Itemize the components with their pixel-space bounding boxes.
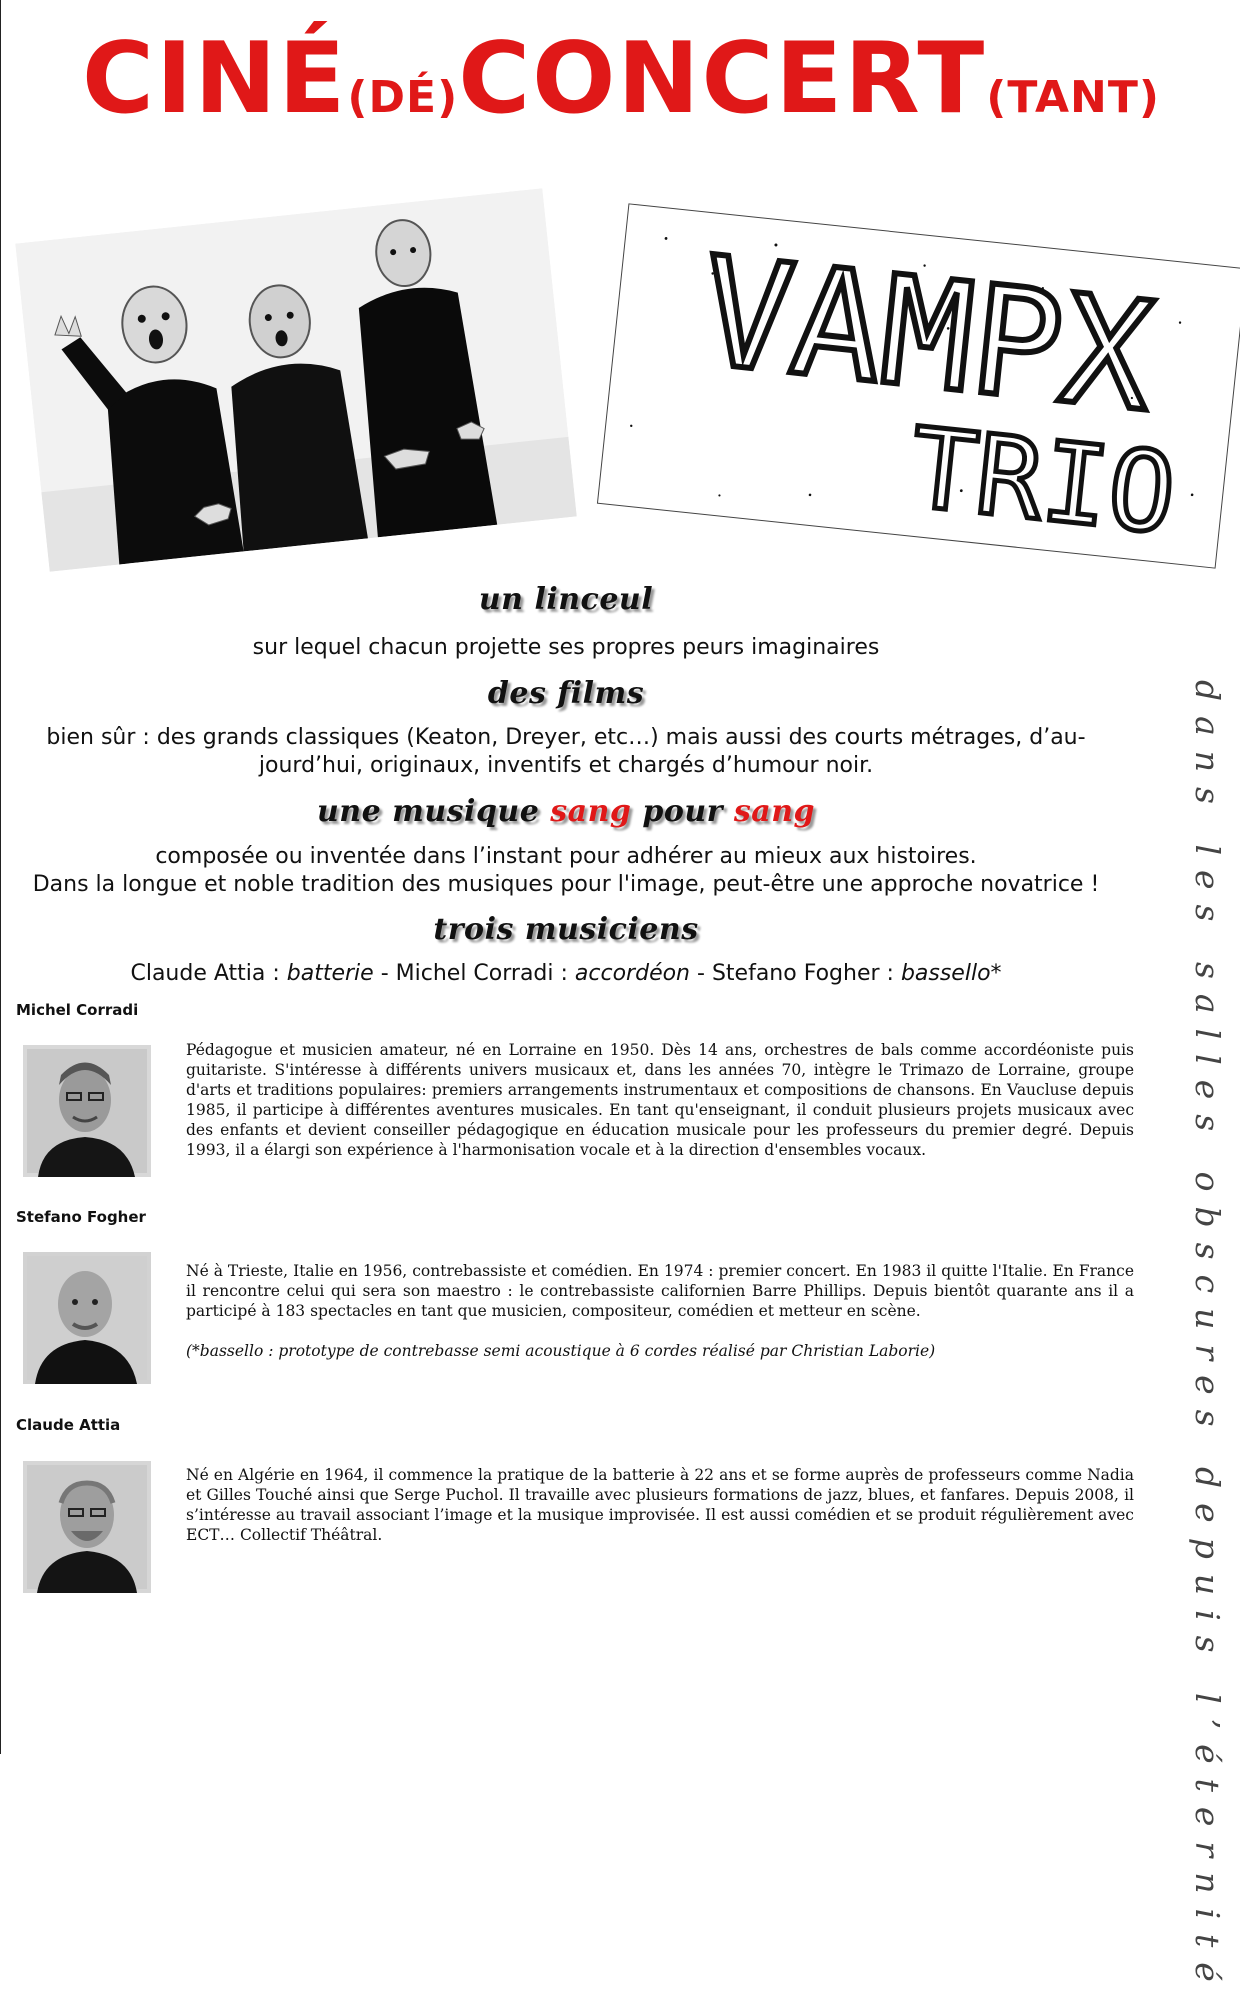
vampx-text: VAMPX (693, 225, 1161, 446)
lineup-instrument: accordéon (574, 961, 691, 986)
title-musique-a: une musique (316, 794, 540, 829)
lineup-sep: : (553, 961, 575, 986)
musician-name-corradi: Michel Corradi (16, 1001, 139, 1019)
section-text-musique-2: Dans la longue et noble tradition des musiques pour l'image, peut-être une approche novatrice ! (32, 872, 1100, 897)
section-title-films: des films (487, 676, 645, 711)
lineup-instrument: bassello (900, 961, 991, 986)
musician-name-attia: Claude Attia (16, 1416, 121, 1434)
title-concert: CONCERT (458, 22, 987, 136)
lineup-name: Claude Attia (130, 961, 266, 986)
vampx-trio-logo (597, 203, 1240, 568)
bio-michel-corradi: Pédagogue et musicien amateur, né en Lorraine en 1950. Dès 14 ans, orchestres de bals comme accordéoniste puis guitariste. S'intéresse à différents univers musicaux et, dans les années 70, intègre le Trimazo de Lorraine, groupe d'arts et traditions populaires: premiers arrangements instrumentaux et compositions de chansons. En Vaucluse depuis 1985, il participe à différentes aventures musicales. En tant qu'enseignant, il conduit plusieurs projets musicaux avec des enfants et devient conseiller pédagogique en éducation musicale pour les professeurs du premier degré. Depuis 1993, il a élargi son expérience à l'harmonisation vocale et à la direction d'ensembles vocaux. (186, 1041, 1134, 1159)
title-musique-sang-2: sang (733, 794, 816, 829)
page-title (1, 22, 1240, 136)
title-de: (DÉ) (347, 72, 459, 123)
section-text-films-2: jourd’hui, originaux, inventifs et chargés d’humour noir. (258, 753, 874, 778)
lineup-sep: : (879, 961, 901, 986)
title-musique-sang-1: sang (550, 794, 632, 829)
lineup (1, 960, 1131, 988)
musician-name-fogher: Stefano Fogher (16, 1208, 146, 1226)
bio-stefano-fogher: Né à Trieste, Italie en 1956, contrebassiste et comédien. En 1974 : premier concert. En 1983 il quitte l'Italie. En France il rencontre celui qui sera son maestro : le contrebassiste californien Barre Phillips. Depuis bientôt quarante ans il a participé à 183 spectacles en tant que musicien, compositeur, comédien et metteur en scène. (186, 1262, 1134, 1320)
lineup-name: Stefano Fogher (711, 961, 880, 986)
band-photo (15, 188, 577, 572)
section-title-musiciens: trois musiciens (433, 912, 699, 947)
section-title-linceul: un linceul (478, 582, 654, 617)
portrait-stefano-fogher (23, 1252, 151, 1384)
lineup-mark: * (990, 961, 1002, 986)
portrait-michel-corradi (23, 1045, 151, 1177)
section-text-musique-1: composée ou inventée dans l’instant pour adhérer au mieux aux histoires. (155, 844, 977, 869)
vertical-tagline: dans les salles obscures depuis l’éternité (1188, 680, 1227, 1997)
section-title-musique (1, 794, 1131, 829)
section-text-linceul: sur lequel chacun projette ses propres peurs imaginaires (252, 635, 880, 660)
trio-text: TRIO (904, 403, 1182, 559)
portrait-claude-attia (23, 1461, 151, 1593)
lineup-dash: - (373, 961, 396, 986)
lineup-sep: : (265, 961, 287, 986)
lineup-name: Michel Corradi (395, 961, 554, 986)
lineup-instrument: batterie (286, 961, 374, 986)
bio-claude-attia: Né en Algérie en 1964, il commence la pratique de la batterie à 22 ans et se forme auprès de professeurs comme Nadia et Gilles Touché ainsi que Serge Puchol. Il travaille avec plusieurs formations de jazz, blues, et fanfares. Depuis 2008, il s’intéresse au travail associant l’image et la musique improvisée. Il est aussi comédien et se produit régulièrement avec ECT… Collectif Théâtral. (186, 1466, 1134, 1544)
section-text-films-1: bien sûr : des grands classiques (Keaton, Dreyer, etc…) mais aussi des courts métrages, d’au- (46, 725, 1086, 750)
bassello-note: (*bassello : prototype de contrebasse semi acoustique à 6 cordes réalisé par Christian Laborie) (186, 1342, 936, 1360)
title-musique-pour: pour (642, 794, 723, 829)
lineup-dash: - (690, 961, 712, 986)
title-tant: (TANT) (986, 72, 1160, 123)
title-cine: CINÉ (82, 22, 348, 136)
